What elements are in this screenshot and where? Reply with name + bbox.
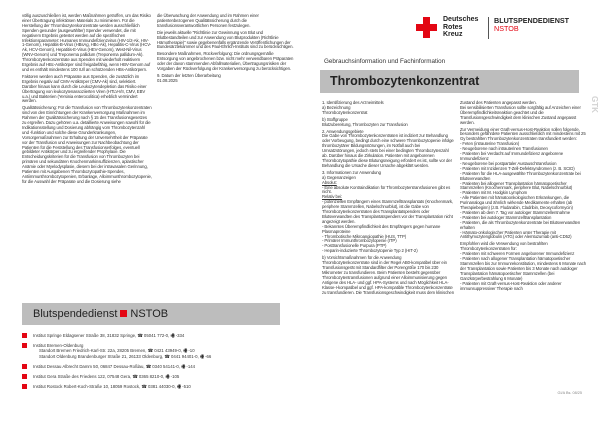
red-bullet-icon [22,333,27,338]
list-item: - potenziellen Empfängern eines Stammzelltransplantats (Knochenmark, periphere Stammzellen, Nabelschnurblut), ist die Gabe von Thrombozytenkonzentraten des Transplantatspenders oder Blutsverwandten des Transplantatspenders vor der Transplantation nicht angezeigt werden. [322,199,454,224]
revision-label: 9. Datum der letzten Überarbeitung [157,72,221,78]
institute-entry [22,364,582,369]
revision-date: 01.08.2025 [157,77,178,83]
paragraph: Thrombozytenkonzentrate sind in der Regel AB0-kompatibel über ein Transfusionsgerät mit Standardfilter der Porengröße 170 bis 230 Mikrometer zu transfundieren. Beim Patienten besteht gegenüber Thrombozytentransfusionen aufgrund einer Alloimmunisierung gegen Antigene des HLA- und ggf. HPA-Systems und nach Möglichkeit HLA-Klasse-I-kompatibel und ggf. HPA-kompatible Thrombozytenkonzentrate zu transfundieren. Die Transfusionsgeschwindigkeit muss dem klinischen [322,260,455,295]
service-name: BLUTSPENDEDIENST [494,16,570,25]
drk-line: Rotes [443,23,463,31]
paragraph: Bei sensibilisierten Transfusion sollte sorgfältig auf Anzeichen einer Überempfindlichkeitsreaktion geachtet und die Transfusionsgeschwindigkeit dem klinischen Zustand angepasst werden. [460,104,581,125]
red-bullet-icon [22,343,27,348]
paragraph: Besondere Maßnahmen, Rückverfolgung: Die ordnungsgemäße Entsorgung von angebrochenen bzw. nicht mehr verwendbaren Präparaten oder der davon stammenden Abfallmaterialien, Übertragungsrisiken der Vorgaben der Rückverfolgung der Krankenversorgung zu berücksichtigen. [157,51,294,72]
paragraph: Die Gabe von Thrombozytenkonzentraten ist indiziert zur Behandlung oder Vorbeugung, bedingt durch eine schwere Thrombozytopenie infolge thrombozytärer Bildungsstörungen, im Notfall auch bei Umsatzstörungen, jedoch stets bei einer bedingten Thrombozytenzahl ab. Darüber hinaus die Zirkulation. Patienten mit angeborenen Thrombozytopathie diese Blutungsneigung erfordert es ist, sollte vor der Behandlung die Ursache dieser Ursache abgeklärt werden. [322,133,454,168]
list-item: - Hämato-onkologischer Patienten unter Therapie mit Antithymozytenglobulin (ATG) oder Alemtuzumab (anti-CD52) [460,229,572,240]
list-item: - Patienten ab dem 7. Tag vor autologer Stammzellentnahme [460,209,571,215]
list-item: - Patienten für die HLA-ausgewählte Thrombozytenkonzentrate bei Blutsverwandten [460,170,581,181]
institute-entry [22,333,582,338]
list-item: - Neugeborene nach intrauterinen Transfusionen [460,146,548,152]
institute-address: Institut Gera Straße des Friedens 122, 07548 Gera, ☎ 0365 8210-0, 🖷 -105 [33,374,180,380]
paragraph: völlig auszuschließen ist, werden Maßnahmen getroffen, um das Risiko einer Übertragung infektiösen Materials zu minimieren. Für die Herstellung der Thrombozytenkonzentrate werden ausschließlich Spenden gesunder (ausgewählter) Spender verwendet, die mit negativem Ergebnis getestet werden auf die spezifischen Infektionsparameter: Humanes Immundefizienzvirus (HIV-1/2-Ak, HIV-1-Genom), Hepatitis-B-Virus (HBsAg, HBc-Ak), Hepatitis-C-Virus (HCV-Ak, HCV-Genom), Hepatitis-E-Virus (HEV-Genom), West-Nil-Virus (WNV-Genom) und Treponema pallidum (Treponema pallidum-Ak). Thrombozytenkonzentrate aus Spenden mit wiederholt reaktivem Ergebnis auf HBc-Antikörper sind freigabefähig, wenn HBV-Genom auf und es enthält mindestens 100 IU/l an schützenden HBs-Antikörpern. [22,13,152,72]
paragraph: Thrombozytenkonzentrat [322,109,368,115]
list-item: - Patienten mit schweren Formen angeborener Immundefizienz [460,251,575,257]
paragraph: Zustand des Patienten angepasst werden. [460,100,537,105]
list-item: - Posttransfusionelle Purpura (PTP) [322,243,387,249]
list-item: - Patienten mit M. Hodgkin Lymphom [460,190,528,196]
list-item: - Patienten mit Inzidenzen T-Zell-Defektsyndromen (z. B. SCID) [460,165,575,171]
service-bar-text [33,307,168,321]
institutes-section [22,303,582,396]
subsection-heading: a) Bezeichnung [322,104,351,110]
institute-address: Institut Dessau Albrecht Damm 50, 06847 Dessau-Roßlau, ☎ 0340 54141-0, 🖷 -144 [33,363,196,369]
red-bullet-icon [22,384,27,389]
paragraph: Blutzubereitung, Thrombozyten zur Transfusion [322,121,408,127]
section-heading: 1. Identifizierung des Arzneimittels [322,100,384,105]
title-bar [320,70,579,93]
list-item: - Patienten bei autologer Stammzelltransplantation [460,214,552,220]
paragraph: die Überwachung der Anwendung und im Rahmen einer patientenbezogenen Qualitätssicherung durch die transfusionsverantwortlichen Personen festzulegen. [157,13,259,28]
service-region: NSTOB [494,23,519,33]
list-item: - Patienten bei allogener Transplantation hämatopoetischer Stammzellen (Knochenmark, periphere Blut, Nabelschnurblut) [460,180,573,191]
label: Absolut: [322,179,337,185]
subsection-heading: b) Vorsichtsmaßnahmen für die Anwendung [322,255,402,261]
paragraph: Qualitätssicherung: Für die Transfusion von Thrombozytenkonzentraten sind von den Einrichtungen der Krankenversorgung Maßnahmen im Rahmen der Qualitätssicherung nach § 15 des Transfusionsgesetzes zu ergreifen. Dazu gehören u.a. detaillierte Anweisungen sowohl für die Indikationsstellung und Dosierung abhängig vom Thrombozytenzahl und -funktion und solche diese Grunderkrankungen, Vorsorgemaßnahmen zur Erhaltung der Unversehrtheit der Präparate vor der Transfusion und Anweisungen zur Nachbeobachtung der Patienten für die Feststellung des Transfusionserfolges, eventuell gebildeter Antikörper und zu ergreifender Prophylaxe. Die Entscheidungskriterien für die Transfusion von Thrombozyten bei primären und sekundären Knochenmarkinsuffizienzen, aplastischer Anämie oder Myelodysplasie, diesem bei der intravasalen Gerinnung, Patienten mit Ausgabenen Thrombozytopathie-Spendes, Antiimmunthrombozytopenien, Erbanlage, Alloimmunthrombozytopenie, für die Auswahl der Präparate und die Dosierung siehe [22,105,152,184]
drk-wordmark [443,16,478,39]
drk-line: Deutsches [443,16,479,23]
institute-entry [22,384,582,389]
list-item: - Eine absolute Kontraindikation für Thrombozytentransfusionen gibt es nicht. [322,184,451,195]
section-heading: 3. Informationen zur Anwendung [322,169,381,175]
list-item: - Heparin-induzierte Thrombozytopenie Typ 2 (HIT-2) [322,248,418,254]
label: Relativ bei: [322,194,343,200]
list-item: - Patienten mit Graft-versus-Host-Reaktion oder anderer immunsuppressiver Therapie nach [460,280,562,291]
list-item: - Patienten bei Verdacht auf Immundefizienz angeborene Immundefizienz [460,151,564,161]
red-bullet-icon [22,364,27,369]
section-heading: 2. Anwendungsgebiete [322,128,364,134]
service-bar [22,303,280,325]
watermark: GTK [590,96,599,113]
institute-entry [22,343,582,359]
text-column-4 [460,101,588,291]
institute-location: Standort Oldenburg Brandenburger Straße 21, 26133 Oldenburg, ☎ 0441 94401-0, 🖷 -66 [39,353,212,359]
text-column-3 [322,101,454,297]
service-bar-left: Blutspendedienst [33,308,118,320]
list-item: - Patienten, die als Thrombozytenkonzentrate bei Blutsverwandten erhalten [460,219,581,230]
list-item: - Patienten nach allogener Transplantation hämatopoetischer Stammzellen bis zur Immunrekonstitution, mindestens 6 Monate nach der Transplantation sowie Patienten bis 3 Monate nach autologer Transplantation hämatopoetischer Stammzellen (bei Ganzkörperbestrahlung 6 Monate) [460,256,587,281]
text-column-2 [157,14,295,86]
service-bar-right: NSTOB [130,308,169,320]
paragraph: Faktoren werden auch Präparate aus Spenden, die zusätzlich im Ergebnis negativ auf CMV-Antikörper (CMV-Ak) sind, selektiert. Darüber hinaus kann durch die Leukozytendepletion das Risiko einer Übertragung von leukozytenassoziierten Viren (HTLV-I/II, CMV, EBV u.a.) und Bakterien (Yersinia enterocolitica) erheblich vermindert werden. [22,73,147,104]
list-item: - Bekanntes Überempfindlichkeit des Empfängers gegen humane Plasmaproteine [322,223,441,234]
institute-name: Institut Bremen-Oldenburg [33,343,84,349]
red-square-icon [120,310,127,317]
institute-location: Standort Bremen Friedrich-Karl-Str. 22a, 28205 Bremen, ☎ 0421 43949-0, 🖷 -10 [39,348,195,354]
red-bullet-icon [22,374,27,379]
list-item: - Thrombotische Mikroangiopathie (HUS, TTP) [322,233,407,239]
paragraph: Empfohlen wird die Verwendung von bestrahlten Thrombozytenkonzentraten für: [460,241,548,252]
paragraph: Die jeweils aktuelle "Richtlinie zur Gewinnung von Blut und Blutbestandteilen und zur Anwendung von Blutprodukten (Richtlinie Hämotherapie)" sowie gegebenenfalls ergänzende Veröffentlichungen der Bundesärztekammer und des Paul-Ehrlich-Instituts sind zu berücksichtigen. [157,29,294,50]
document-subtitle: Gebrauchsinformation und Fachinformation [324,58,446,65]
institute-entry [22,374,582,379]
drk-line: Kreuz [443,31,463,38]
institute-address: Institut Springe Eldagsener Straße 38, 31832 Springe, ☎ 05041 772-0, 🖷 -334 [33,333,185,338]
text-column-1 [22,14,152,187]
document-code: GI/A Bs. 08/25 [557,391,582,396]
institute-address: Institut Rostock Robert-Koch-Straße 10, 18059 Rostock, ☎ 0381 44030-0, 🖷 -510 [33,384,191,390]
red-cross-icon [416,17,437,38]
list-item: - Feten (intrauterine Transfusion) [460,141,520,147]
drk-logo [416,14,596,42]
paragraph: Zur Vermeidung einer Graft-versus-Host-Reaktion sollen folgende, besonders gefährdete Patienten ausschließlich mit mindestens mit 25 Gy bestrahlten Thrombozytenkonzentraten transfundiert werden: [460,126,586,142]
list-item: - Alle Patienten mit hämatoonkologischen Erkrankungen, die Purinanaloga und ähnlich wirkende Medikamente erhalten (ab Therapiebeginn) (z.B. Fludarabin, Cladribin, Deoxycoformycin) [460,195,573,211]
service-wordmark [494,17,569,32]
subsection-heading: b) Stoffgruppe [322,116,348,122]
logo-divider [488,17,489,39]
document-title: Thrombozytenkonzentrat [330,74,480,88]
subsection-heading: a) Gegenanzeigen [322,174,356,180]
list-item: - Primärer Immunthrombozytopenie (ITP) [322,238,397,244]
list-item: - Neugeborene bei postpartaler Austauschtransfusion [460,160,557,166]
